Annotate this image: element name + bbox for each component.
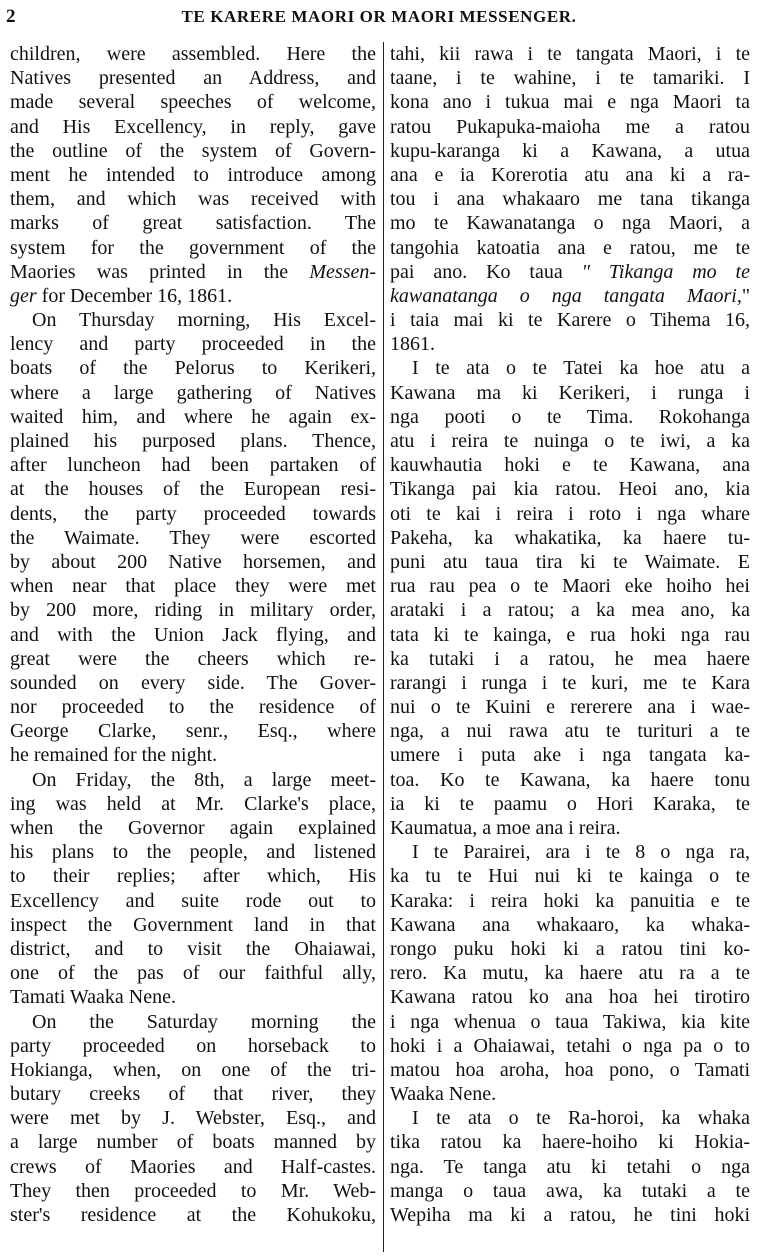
text-line: rongo puku hoki ki a ratou tini ko- [390, 937, 750, 960]
text-line: ana e ia Korerotia atu ana ki a ra- [390, 163, 750, 186]
column-divider [383, 42, 384, 1252]
text-line: kona ano i tukua mai e nga Maori ta [390, 91, 750, 114]
text-line: to their replies; after which, His [10, 865, 376, 888]
text-line: ing was held at Mr. Clarke's place, [10, 792, 376, 815]
text-line: rero. Ka mutu, ka haere atu ra a te [390, 962, 750, 985]
text-line: crews of Maories and Half-castes. [10, 1155, 376, 1178]
text-line: On Friday, the 8th, a large meet- [32, 768, 376, 791]
text-line: Karaka: i reira hoki ka panuitia e te [390, 889, 750, 912]
text-line: tou i ana whakaaro me tana tikanga [390, 188, 750, 211]
text-line: nga pooti o te Tima. Rokohanga [390, 405, 750, 428]
text-line: pai ano. Ko taua " Tikanga mo te [390, 260, 750, 283]
text-line: taane, i te wahine, i te tamariki. I [390, 67, 750, 90]
text-line: when near that place they were met [10, 575, 376, 598]
text-line: and with the Union Jack flying, and [10, 623, 376, 646]
text-line: the outline of the system of Govern- [10, 139, 376, 162]
english-column [10, 42, 376, 1227]
text-line: Hokianga, when, on one of the tri- [10, 1058, 376, 1081]
text-line: Excellency and suite rode out to [10, 889, 376, 912]
text-line: rua rau pea o te Maori eke hoiho hei [390, 575, 750, 598]
text-line: atu i reira te nuinga o te iwi, a ka [390, 430, 750, 452]
text-line: and His Excellency, in reply, gave [10, 115, 376, 138]
text-line: butary creeks of that river, they [10, 1083, 376, 1106]
text-line: made several speeches of welcome, [10, 91, 376, 114]
text-line: ka tu te Hui nui ki te kainga o te [390, 865, 750, 888]
text-line: tika ratou ka haere-hoiho ki Hokia- [390, 1131, 750, 1154]
text-line: nui o te Kuini e rererere ana i wae- [390, 696, 750, 719]
text-line: at the houses of the European resi- [10, 478, 376, 501]
text-line: ka tutaki i a ratou, he mea haere [390, 647, 750, 670]
text-line: kauwhautia hoki e te Kawana, ana [390, 454, 750, 477]
text-line: toa. Ko te Kawana, ka haere tonu [390, 768, 750, 791]
text-line: I te ata o te Ra-horoi, ka whaka [412, 1107, 750, 1130]
text-line: ster's residence at the Kohukoku, [10, 1204, 376, 1226]
text-line: he remained for the night. [10, 744, 218, 767]
running-title: TE KARERE MAORI OR MAORI MESSENGER. [181, 7, 577, 26]
text-line: umere i puta ake i nga tangata ka- [390, 744, 750, 767]
text-line: Waaka Nene. [390, 1083, 497, 1106]
text-line: nga. Te tanga atu ki tetahi o nga [390, 1155, 750, 1178]
text-line: George Clarke, senr., Esq., where [10, 720, 376, 743]
text-line: Wepiha ma ki a ratou, he tini hoki [390, 1204, 750, 1226]
text-line: Tikanga pai kia ratou. Heoi ano, kia [390, 478, 750, 501]
text-line: Kawana ana whakaaro, ka whaka- [390, 913, 750, 936]
text-line: I te Parairei, ara i te 8 o nga ra, [412, 841, 750, 864]
text-line: tangohia katoatia ana e ratou, me te [390, 236, 750, 259]
text-line: tahi, kii rawa i te tangata Maori, i te [390, 43, 750, 65]
text-line: were met by J. Webster, Esq., and [10, 1107, 376, 1130]
text-line: kawanatanga o nga tangata Maori," [390, 284, 750, 307]
text-line: manga o taua awa, ka tutaki a te [390, 1179, 750, 1202]
text-line: nga, a nui rawa atu te turituri a te [390, 720, 750, 743]
text-line: by 200 more, riding in military order, [10, 599, 376, 622]
text-line: mo te Kawanatanga o nga Maori, a [390, 212, 750, 235]
text-line: one of the pas of our faithful ally, [10, 962, 376, 985]
text-line: district, and to visit the Ohaiawai, [10, 937, 376, 960]
text-line: lency and party proceeded in the [10, 333, 376, 356]
text-line: ger for December 16, 1861. [10, 284, 233, 307]
text-line: Kawana ratou ko ana hoa hei tirotiro [390, 986, 750, 1009]
text-line: On the Saturday morning the [32, 1010, 376, 1033]
text-line: Kawana ma ki Kerikeri, i runga i [390, 381, 750, 404]
text-line: ia ki te paamu o Hori Karaka, te [390, 792, 750, 815]
text-line: a large number of boats manned by [10, 1131, 376, 1154]
text-line: where a large gathering of Natives [10, 381, 376, 404]
text-line: kupu-karanga ki a Kawana, a utua [390, 139, 750, 162]
text-line: dents, the party proceeded towards [10, 502, 376, 525]
text-line: Natives presented an Address, and [10, 67, 376, 90]
text-line: by about 200 Native horsemen, and [10, 550, 376, 573]
text-line: them, and which was received with [10, 188, 376, 211]
text-line: sounded on every side. The Gover- [10, 671, 376, 694]
text-line: nor proceeded to the residence of [10, 696, 376, 719]
text-line: On Thursday morning, His Excel- [32, 309, 376, 332]
text-line: puni atu taua tira ki te Waimate. E [390, 550, 750, 573]
text-line: arataki i a ratou; a ka mea ano, ka [390, 599, 750, 622]
text-line: They then proceeded to Mr. Web- [10, 1179, 376, 1202]
text-line: Pakeha, ka whakatika, ka haere tu- [390, 526, 750, 549]
text-line: inspect the Government land in that [10, 913, 376, 936]
text-line: oti te kai i reira i roto i nga whare [390, 502, 750, 525]
text-line: his plans to the people, and listened [10, 841, 376, 864]
text-line: ment he intended to introduce among [10, 163, 376, 186]
text-line: tata ki te kainga, e rua hoki nga rau [390, 623, 750, 646]
page-header [0, 4, 758, 30]
text-line: hoki i a Ohaiawai, tetahi o nga pa o to [390, 1034, 750, 1057]
text-line: Kaumatua, a moe ana i reira. [390, 817, 621, 839]
text-line: i nga whenua o taua Takiwa, kia kite [390, 1010, 750, 1033]
text-line: Tamati Waaka Nene. [10, 986, 176, 1009]
page-number: 2 [6, 6, 16, 27]
maori-column [390, 42, 750, 1227]
text-line: ratou Pukapuka-maioha me a ratou [390, 115, 750, 138]
text-line: the Waimate. They were escorted [10, 526, 376, 549]
text-line: rarangi i runga i te kuri, me te Kara [390, 671, 750, 694]
text-line: 1861. [390, 333, 435, 356]
text-line: matou hoa aroha, hoa pono, o Tamati [390, 1058, 750, 1081]
text-line: children, were assembled. Here the [10, 43, 376, 65]
text-line: plained his purposed plans. Thence, [10, 430, 376, 452]
text-line: i taia mai ki te Karere o Tihema 16, [390, 309, 750, 332]
text-line: when the Governor again explained [10, 817, 376, 839]
text-line: boats of the Pelorus to Kerikeri, [10, 357, 376, 380]
text-line: waited him, and where he again ex- [10, 405, 376, 428]
text-line: system for the government of the [10, 236, 376, 259]
text-line: after luncheon had been partaken of [10, 454, 376, 477]
text-line: I te ata o te Tatei ka hoe atu a [412, 357, 750, 380]
text-line: Maories was printed in the Messen- [10, 260, 376, 283]
text-line: party proceeded on horseback to [10, 1034, 376, 1057]
text-line: great were the cheers which re- [10, 647, 376, 670]
text-line: marks of great satisfaction. The [10, 212, 376, 235]
